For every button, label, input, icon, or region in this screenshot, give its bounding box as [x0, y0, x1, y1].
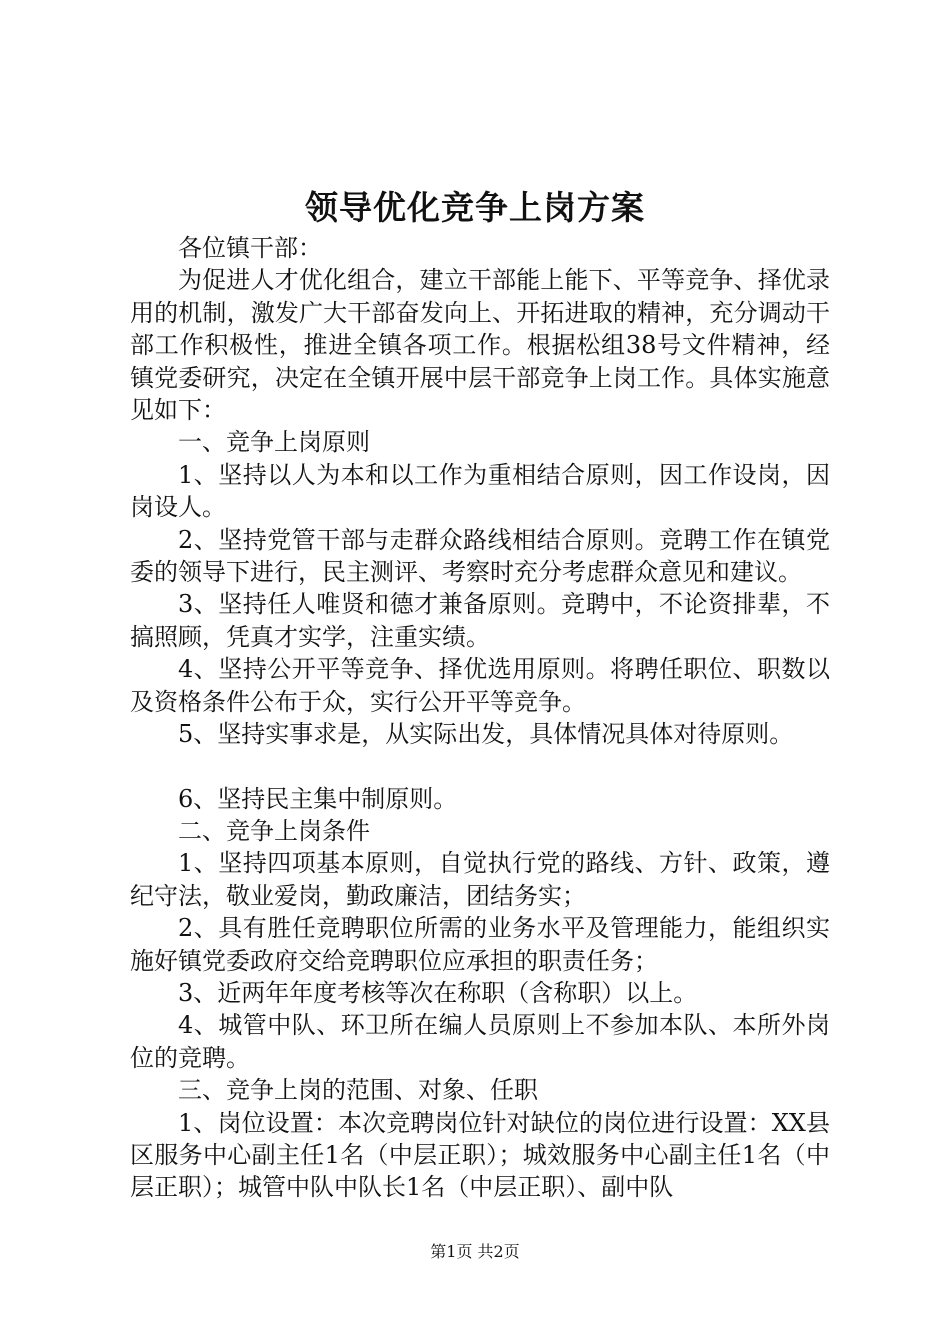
- principle-item: 6、坚持民主集中制原则。: [178, 784, 458, 813]
- page-footer: 第1页 共2页: [430, 1242, 520, 1261]
- intro-paragraph: 为促进人才优化组合，建立干部能上能下、平等竞争、择优录用的机制，激发广大干部奋发向上、开拓进取的精神，充分调动干部工作积极性，推进全镇各项工作。根据松组38号文件精神，经镇党委研究，决定在全镇开展中层干部竞争上岗工作。具体实施意见如下：: [130, 266, 830, 425]
- document-title: 领导优化竞争上岗方案: [305, 188, 645, 227]
- section-heading-principles: 一、竞争上岗原则: [178, 428, 370, 457]
- principle-item: 3、坚持任人唯贤和德才兼备原则。竞聘中，不论资排辈，不搞照顾，凭真才实学，注重实绩。: [130, 590, 830, 651]
- condition-item: 1、坚持四项基本原则，自觉执行党的路线、方针、政策，遵纪守法，敬业爱岗，勤政廉洁，团结务实；: [130, 849, 830, 910]
- condition-item: 4、城管中队、环卫所在编人员原则上不参加本队、本所外岗位的竞聘。: [130, 1011, 830, 1072]
- principle-item: 1、坚持以人为本和以工作为重相结合原则，因工作设岗，因岗设人。: [130, 460, 830, 522]
- salutation: 各位镇干部：: [178, 234, 322, 262]
- section-heading-scope: 三、竞争上岗的范围、对象、任职: [178, 1076, 538, 1105]
- principle-item: 4、坚持公开平等竞争、择优选用原则。将聘任职位、职数以及资格条件公布于众，实行公开平等竞争。: [130, 655, 830, 716]
- section-heading-conditions: 二、竞争上岗条件: [178, 816, 370, 845]
- principle-item: 2、坚持党管干部与走群众路线相结合原则。竞聘工作在镇党委的领导下进行，民主测评、考察时充分考虑群众意见和建议。: [130, 525, 830, 587]
- document-body: [130, 232, 830, 1204]
- condition-item: 2、具有胜任竞聘职位所需的业务水平及管理能力，能组织实施好镇党委政府交给竞聘职位应承担的职责任务；: [130, 914, 830, 975]
- blank-line: [130, 751, 830, 783]
- condition-item: 3、近两年年度考核等次在称职（含称职）以上。: [178, 978, 698, 1007]
- principle-item: 5、坚持实事求是，从实际出发，具体情况具体对待原则。: [178, 720, 794, 749]
- scope-item: 1、岗位设置：本次竞聘岗位针对缺位的岗位进行设置：XX县区服务中心副主任1名（中层正职）；城效服务中心副主任1名（中层正职）；城管中队中队长1名（中层正职）、副中队: [130, 1108, 830, 1202]
